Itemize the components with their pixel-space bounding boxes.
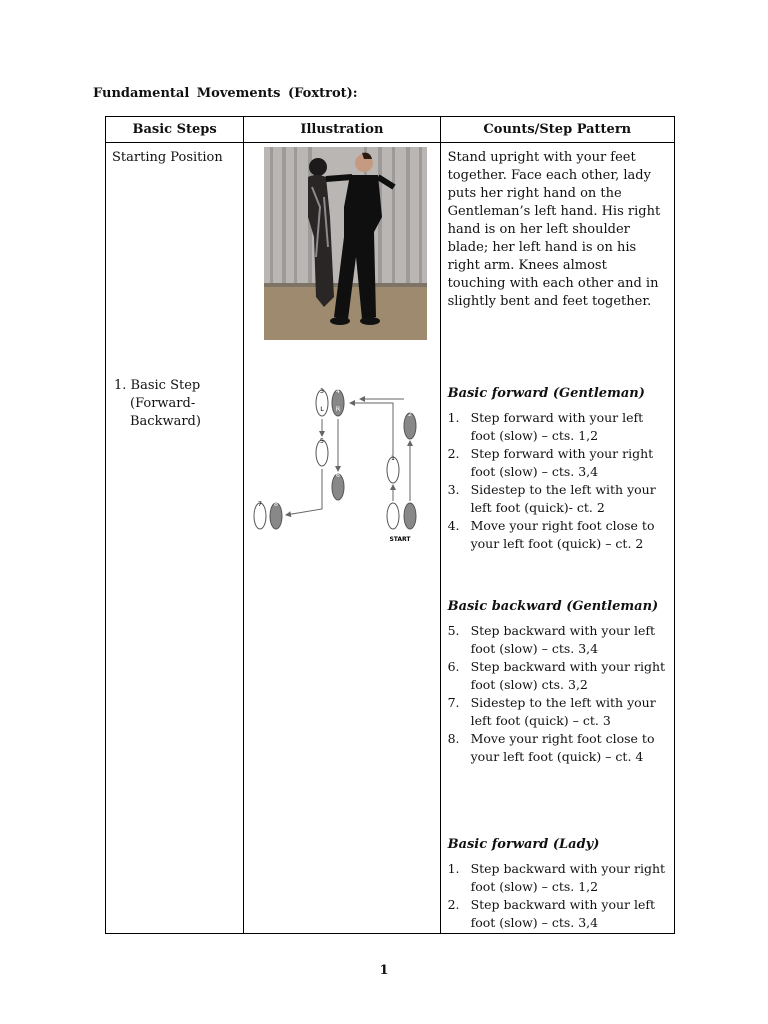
diagram-start-label: START: [389, 536, 411, 543]
diagram-label-5: 5: [320, 437, 325, 445]
basic-step-line2: (Forward-: [130, 396, 196, 411]
basic-step-line1: 1. Basic Step: [114, 378, 201, 393]
header-illustration: Illustration: [244, 117, 440, 143]
steps-list: [448, 860, 670, 932]
diagram-label-1: 1: [391, 454, 396, 462]
diagram-label-3: 3: [320, 387, 325, 395]
list-item: 6. Step backward with your right foot (slow) cts. 3,2: [447, 659, 666, 692]
basic-step-label: [114, 377, 239, 431]
illustration-cell: [244, 143, 440, 934]
page-title: Fundamental Movements (Foxtrot):: [93, 86, 358, 101]
section-heading: Basic forward (Gentleman): [447, 386, 645, 401]
list-item: 8. Move your right foot close to your left foot (quick) – ct. 4: [447, 731, 655, 764]
diagram-label-7: 7: [258, 500, 263, 508]
list-item: 2. Step backward with your left foot (slow) – cts. 3,4: [447, 897, 656, 930]
section-1: [448, 599, 670, 766]
table-row: [106, 143, 675, 934]
diagram-label-8: 8: [274, 500, 279, 508]
starting-position-label: Starting Position: [112, 150, 223, 165]
diagram-label-r: R: [335, 405, 341, 413]
header-counts: Counts/Step Pattern: [440, 117, 674, 143]
steps-list: [448, 409, 670, 553]
list-item: 5. Step backward with your left foot (slow) – cts. 3,4: [447, 623, 656, 656]
steps-list: [448, 622, 670, 766]
movements-table: [105, 116, 675, 934]
list-item: 7. Sidestep to the left with your left foot (quick) – ct. 3: [447, 695, 656, 728]
section-heading: Basic forward (Lady): [447, 837, 600, 852]
diagram-label-l: L: [320, 405, 325, 413]
section-2: [448, 837, 670, 932]
header-basic-steps: Basic Steps: [106, 117, 244, 143]
list-item: 3. Sidestep to the left with your left foot (quick)- ct. 2: [447, 482, 656, 515]
list-item: 2. Step forward with your right foot (slow) – cts. 3,4: [447, 446, 654, 479]
steps-cell: [106, 143, 244, 934]
basic-step-line3: Backward): [130, 414, 201, 429]
list-item: 4. Move your right foot close to your left foot (quick) – ct. 2: [447, 518, 655, 551]
starting-position-description: Stand upright with your feet together. Face each other, lady puts her right hand on the Gentleman’s left hand. His right hand is on her left shoulder blade; her left hand is on his right arm. Knees almost touching with each other and in slightly bent and feet together.: [447, 150, 661, 309]
counts-cell: [440, 143, 674, 934]
section-0: [448, 386, 670, 553]
page-number: 1: [379, 963, 389, 978]
diagram-label-4: 4: [336, 387, 341, 395]
diagram-label-6: 6: [336, 471, 341, 479]
table-header-row: [106, 117, 675, 143]
section-heading: Basic backward (Gentleman): [447, 599, 659, 614]
dancers-photo: [264, 147, 427, 340]
list-item: 1. Step backward with your right foot (slow) – cts. 1,2: [447, 861, 666, 894]
list-item: 1. Step forward with your left foot (slow) – cts. 1,2: [447, 410, 644, 443]
footwork-diagram: [250, 381, 420, 545]
diagram-label-2: 2: [408, 410, 413, 418]
